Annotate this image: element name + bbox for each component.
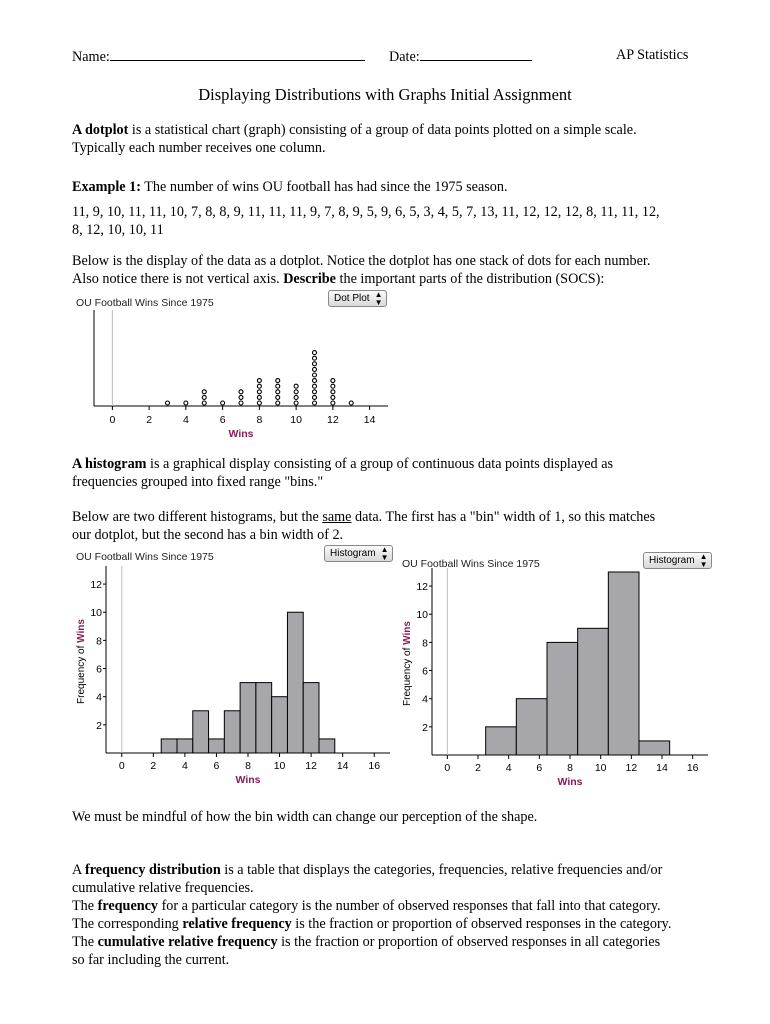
- histogram-bar: [161, 739, 177, 753]
- dot: [239, 401, 243, 405]
- dotplot-def-line2: Typically each number receives one column.: [72, 140, 326, 156]
- dot: [257, 401, 261, 405]
- y-tick-label: 12: [90, 579, 102, 592]
- updown-arrow-icon: ▲ ▼: [374, 290, 383, 307]
- frequency-distribution-term: frequency distribution: [85, 862, 221, 878]
- x-tick-label: 4: [505, 762, 512, 774]
- dotplot-desc-line2-end: the important parts of the distribution (SOCS):: [335, 271, 605, 287]
- freq-l1-post: is a table that displays the categories, frequencies, relative frequencies and/or: [220, 862, 663, 878]
- histogram-bar: [639, 741, 670, 755]
- freq-l6: so far including the current.: [72, 952, 230, 968]
- y-tick-label: 4: [422, 693, 428, 706]
- example-data: [72, 203, 722, 239]
- x-tick-label: 10: [290, 414, 302, 426]
- same-term: same: [322, 509, 352, 525]
- y-axis-label-emphasis: Wins: [402, 621, 413, 645]
- dot: [331, 379, 335, 383]
- chart-title: OU Football Wins Since 1975: [76, 551, 214, 563]
- dot: [294, 384, 298, 388]
- example-1: [72, 178, 722, 196]
- x-tick-label: 12: [625, 762, 638, 774]
- x-tick-label: 0: [118, 760, 125, 772]
- x-tick-label: 0: [109, 414, 116, 426]
- dotplot-dropdown-label: Dot Plot: [334, 293, 370, 304]
- name-label: Name:: [72, 49, 110, 65]
- y-tick-label: 10: [416, 609, 428, 622]
- relative-frequency-term: relative frequency: [182, 916, 292, 932]
- histogram-bar: [177, 739, 193, 753]
- dot: [202, 401, 206, 405]
- y-axis-label-emphasis: Wins: [76, 619, 87, 643]
- dot: [257, 395, 261, 399]
- dot: [313, 362, 317, 366]
- describe-term: Describe: [283, 271, 336, 287]
- x-tick-label: 2: [475, 762, 481, 774]
- y-axis-label: [402, 621, 413, 706]
- date-label: Date:: [389, 49, 420, 65]
- histogram-bar: [224, 711, 240, 753]
- x-tick-label: 4: [181, 760, 188, 772]
- histogram-def-line2: frequencies grouped into fixed range "bins.": [72, 474, 324, 490]
- x-axis-label: Wins: [228, 428, 254, 440]
- x-tick-label: 14: [656, 762, 668, 774]
- x-tick-label: 12: [305, 760, 317, 772]
- example-data-line2: 8, 12, 10, 10, 11: [72, 222, 164, 238]
- x-tick-label: 10: [594, 762, 607, 774]
- histogram-bar: [240, 683, 256, 753]
- histogram-bar: [209, 739, 225, 753]
- dotplot-chart: [72, 290, 402, 450]
- dot: [276, 384, 280, 388]
- x-tick-label: 16: [686, 762, 699, 774]
- cumulative-relative-frequency-term: cumulative relative frequency: [97, 934, 278, 950]
- dot: [202, 390, 206, 394]
- hist-desc-line1-end: data. The first has a "bin" width of 1, so this matches: [351, 509, 656, 525]
- y-tick-label: 2: [422, 721, 428, 734]
- dot: [257, 390, 261, 394]
- dot: [276, 401, 280, 405]
- y-tick-label: 12: [416, 581, 428, 594]
- y-tick-label: 6: [96, 663, 102, 676]
- x-axis-label: Wins: [557, 776, 583, 788]
- dot: [239, 390, 243, 394]
- dot: [276, 379, 280, 383]
- y-tick-label: 8: [422, 637, 428, 650]
- x-tick-label: 8: [245, 760, 251, 772]
- histogram-bar: [287, 612, 303, 753]
- x-tick-label: 12: [327, 414, 339, 426]
- freq-l4-post: is the fraction or proportion of observed responses in the category.: [291, 916, 672, 932]
- example-text: The number of wins OU football has had since the 1975 season.: [140, 179, 508, 195]
- y-tick-label: 4: [96, 691, 102, 704]
- x-tick-label: 4: [182, 414, 189, 426]
- histogram-bar: [319, 739, 335, 753]
- histogram-chart-bin2: [398, 550, 728, 790]
- dot: [294, 401, 298, 405]
- y-axis-label-text: Frequency of: [76, 642, 87, 704]
- dot: [276, 395, 280, 399]
- dot: [313, 367, 317, 371]
- dot: [313, 373, 317, 377]
- example-data-line1: 11, 9, 10, 11, 11, 10, 7, 8, 8, 9, 11, 11, 11, 9, 7, 8, 9, 5, 9, 6, 5, 3, 4, 5, 7, 13, 11, 12, 12, 12, 8, 11, 11, 12,: [72, 204, 660, 220]
- dot: [294, 390, 298, 394]
- histogram1-dropdown-label: Histogram: [330, 548, 376, 559]
- dot: [313, 351, 317, 355]
- y-tick-label: 6: [422, 665, 428, 678]
- dot: [221, 401, 225, 405]
- freq-l5-pre: The: [72, 934, 98, 950]
- histogram2-dropdown-label: Histogram: [649, 555, 695, 566]
- dotplot-description: [72, 252, 722, 288]
- chart-title: OU Football Wins Since 1975: [76, 297, 214, 309]
- dot: [313, 401, 317, 405]
- dot: [239, 395, 243, 399]
- dot: [331, 390, 335, 394]
- page-title: Displaying Distributions with Graphs Initial Assignment: [198, 85, 572, 104]
- x-tick-label: 6: [213, 760, 220, 772]
- x-tick-label: 2: [150, 760, 157, 772]
- histogram1-type-dropdown[interactable]: [324, 545, 393, 562]
- y-axis-label: [76, 619, 87, 704]
- histogram-bar: [486, 727, 517, 755]
- freq-l5-post: is the fraction or proportion of observed responses in all categories: [277, 934, 661, 950]
- x-tick-label: 2: [146, 414, 153, 426]
- dotplot-definition: [72, 121, 722, 157]
- freq-l3-pre: The: [72, 898, 98, 914]
- date-blank: [420, 47, 532, 61]
- dot: [276, 390, 280, 394]
- name-field[interactable]: [72, 47, 365, 66]
- frequency-definitions: [72, 861, 722, 969]
- dot: [331, 401, 335, 405]
- histogram-bar: [193, 711, 209, 753]
- y-axis-label-text: Frequency of: [402, 644, 413, 706]
- course-name: AP Statistics: [616, 47, 689, 63]
- y-tick-label: 10: [90, 607, 102, 620]
- name-blank: [110, 47, 365, 61]
- dotplot-desc-line2: Also notice there is not vertical axis.: [72, 271, 284, 287]
- dot: [349, 401, 353, 405]
- x-axis-label: Wins: [235, 774, 261, 786]
- histogram-term: A histogram: [72, 456, 147, 472]
- dot: [166, 401, 170, 405]
- x-tick-label: 14: [336, 760, 349, 772]
- histogram-bar: [578, 628, 609, 755]
- hist-desc-line2: our dotplot, but the second has a bin width of 2.: [72, 527, 344, 543]
- hist-desc-line1: Below are two different histograms, but the: [72, 509, 323, 525]
- x-tick-label: 6: [536, 762, 543, 774]
- frequency-term: frequency: [97, 898, 159, 914]
- x-tick-label: 8: [256, 414, 263, 426]
- histogram-bar: [272, 697, 288, 753]
- x-tick-label: 6: [219, 414, 226, 426]
- histogram-bar: [303, 683, 319, 753]
- histogram-def-line1: is a graphical display consisting of a group of continuous data points displayed as: [146, 456, 614, 472]
- dot: [313, 390, 317, 394]
- dot: [294, 395, 298, 399]
- histogram2-type-dropdown[interactable]: [643, 552, 712, 569]
- x-tick-label: 16: [368, 760, 381, 772]
- dot: [331, 384, 335, 388]
- dot: [313, 379, 317, 383]
- x-tick-label: 0: [444, 762, 451, 774]
- dot: [257, 379, 261, 383]
- dotplot-term: A dotplot: [72, 122, 129, 138]
- histogram-chart-bin1: [72, 545, 402, 790]
- example-label: Example 1:: [72, 179, 141, 195]
- histogram-bar: [256, 683, 272, 753]
- x-tick-label: 8: [567, 762, 573, 774]
- dot: [202, 395, 206, 399]
- histogram-definition: [72, 455, 722, 491]
- dotplot-desc-line1: Below is the display of the data as a dotplot. Notice the dotplot has one stack of dots for each number.: [72, 253, 651, 269]
- dotplot-def-line1: is a statistical chart (graph) consisting of a group of data points plotted on a simple scale.: [128, 122, 637, 138]
- histogram-bar: [547, 642, 578, 755]
- chart-title: OU Football Wins Since 1975: [402, 558, 540, 570]
- freq-l1-pre: A: [72, 862, 86, 878]
- dotplot-type-dropdown[interactable]: [328, 290, 387, 307]
- y-tick-label: 2: [96, 719, 102, 732]
- x-tick-label: 10: [273, 760, 286, 772]
- dot: [257, 384, 261, 388]
- dot: [331, 395, 335, 399]
- updown-arrow-icon: ▲ ▼: [699, 552, 708, 569]
- x-tick-label: 14: [363, 414, 376, 426]
- histogram-description: [72, 508, 722, 544]
- histogram-bar: [608, 572, 639, 755]
- freq-l3-post: for a particular category is the number of observed responses that fall into that category.: [158, 898, 661, 914]
- dot: [313, 356, 317, 360]
- updown-arrow-icon: ▲ ▼: [380, 545, 389, 562]
- y-tick-label: 8: [96, 635, 102, 648]
- dot: [313, 395, 317, 399]
- date-field[interactable]: [389, 47, 532, 66]
- histogram-bar: [516, 699, 547, 755]
- bin-width-note: We must be mindful of how the bin width can change our perception of the shape.: [72, 809, 538, 825]
- dot: [313, 384, 317, 388]
- freq-l2: cumulative relative frequencies.: [72, 880, 254, 896]
- dot: [184, 401, 188, 405]
- freq-l4-pre: The corresponding: [72, 916, 183, 932]
